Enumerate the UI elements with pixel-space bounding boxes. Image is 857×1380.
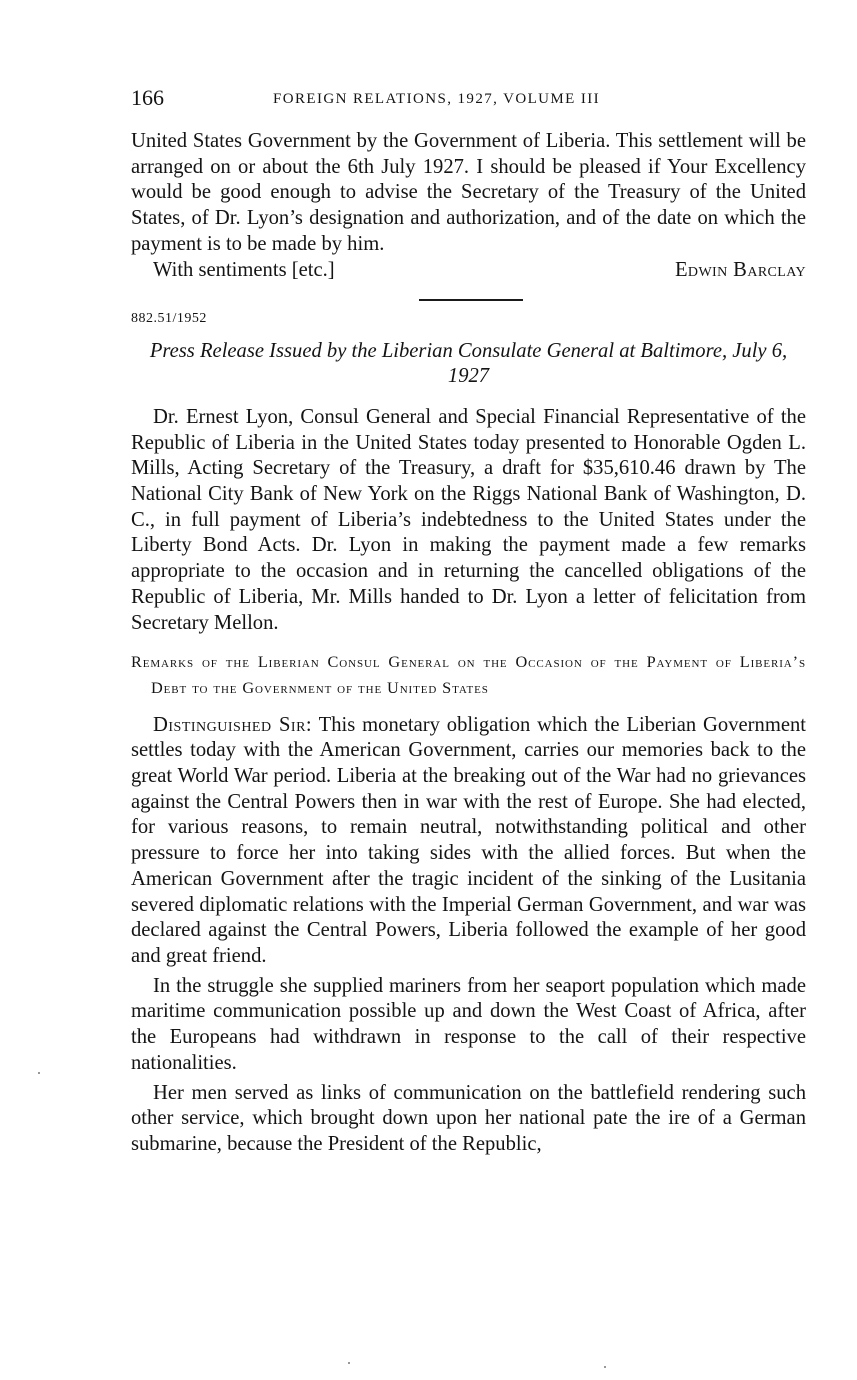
remarks-paragraph: Her men served as links of communication on the battlefield rendering such other service, which brought down upon her national pate the ire of a German submarine, because the President of the Republic, bbox=[131, 1081, 806, 1155]
document-page bbox=[131, 84, 806, 1158]
scan-speck bbox=[604, 1366, 606, 1368]
running-title: FOREIGN RELATIONS, 1927, VOLUME III bbox=[273, 91, 601, 107]
remarks-title: Remarks of the Liberian Consul General on the Occasion of the Payment of Liberia’s Debt to the Government of the United States bbox=[131, 652, 806, 697]
file-number: 882.51/1952 bbox=[131, 310, 207, 326]
salutation: Distinguished Sir: bbox=[153, 713, 313, 736]
letter-continuation: United States Government by the Government of Liberia. This settlement will be arranged on or about the 6th July 1927. I should be pleased if Your Excellency would be good enough to advise the Secretary of the Treasury of the United States, of Dr. Lyon’s designation and authorization, and of the date on which the payment is to be made by him. bbox=[131, 130, 806, 255]
running-head bbox=[131, 84, 806, 114]
section-divider bbox=[419, 299, 523, 301]
page-number: 166 bbox=[131, 85, 164, 110]
letter-signature: Edwin Barclay bbox=[674, 258, 806, 281]
remarks-paragraph bbox=[131, 713, 806, 970]
press-release-heading: Press Release Issued by the Liberian Consulate General at Baltimore, July 6, 1927 bbox=[149, 339, 788, 388]
remarks-paragraph: In the struggle she supplied mariners from her seaport population which made maritime communication possible up and down the West Coast of Africa, after the Europeans had withdrawn in response to the call of their respective nationalities. bbox=[131, 974, 806, 1074]
remarks-paragraph-text: This monetary obligation which the Liberian Government settles today with the American Government, carries our memories back to the great World War period. Liberia at the breaking out of the War had no grievances against the Central Powers then in war with the rest of Europe. She had elected, for various reasons, to remain neutral, notwithstanding political and other pressure to force her into taking sides with the allied forces. But when the American Government after the tragic incident of the sinking of the Lusitania severed diplomatic relations with the Imperial German Government, and war was declared against the Central Powers, Liberia followed the example of her good and great friend. bbox=[131, 713, 806, 967]
letter-closing-line bbox=[131, 258, 806, 284]
press-release-body: Dr. Ernest Lyon, Consul General and Special Financial Representative of the Republic of Liberia in the United States today presented to Honorable Ogden L. Mills, Acting Secretary of the Treasury, a draft for $35,610.46 drawn by The National City Bank of New York on the Riggs National Bank of Washington, D. C., in full payment of Liberia’s indebtedness to the United States under the Liberty Bond Acts. Dr. Lyon in making the payment made a few remarks appropriate to the occasion and in returning the cancelled obligations of the Republic of Liberia, Mr. Mills handed to Dr. Lyon a letter of felicitation from Secretary Mellon. bbox=[131, 405, 806, 634]
scan-speck bbox=[38, 1072, 40, 1074]
scan-speck bbox=[348, 1362, 350, 1364]
letter-closing: With sentiments [etc.] bbox=[153, 258, 335, 281]
